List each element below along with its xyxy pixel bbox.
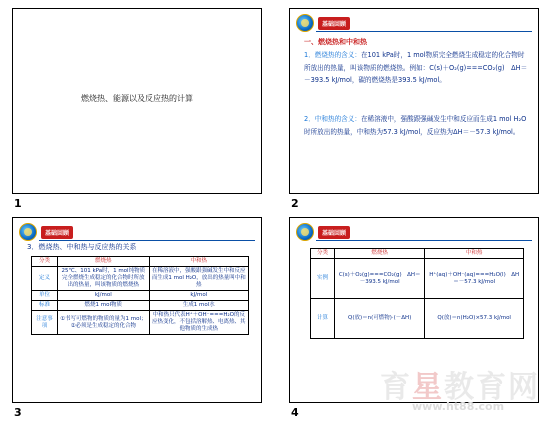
table-cell: 中和热只代表H⁺＋OH⁻===H₂O的反应热变化，不包括溶解热、电离热、其他物质的生成热 xyxy=(149,311,248,335)
globe-logo-icon xyxy=(19,223,37,241)
table-header-cell: 燃烧热 xyxy=(58,257,150,267)
table-cell: Q(放)＝n(H₂O)×57.3 kJ/mol xyxy=(425,299,524,339)
table-cell: H⁺(aq)＋OH⁻(aq)===H₂O(l) ΔH＝－57.3 kJ/mol xyxy=(425,259,524,299)
row-heading: 标准 xyxy=(32,301,58,311)
header-divider xyxy=(39,240,255,241)
table-row xyxy=(32,291,249,301)
header-label: 基础回顾 xyxy=(318,226,350,239)
slide-number-4: 4 xyxy=(291,406,299,419)
header-label: 基础回顾 xyxy=(318,17,350,30)
table-cell: kJ/mol xyxy=(149,291,248,301)
table-cell: 燃烧1 mol物质 xyxy=(58,301,150,311)
table-cell: kJ/mol xyxy=(58,291,150,301)
table-row xyxy=(311,299,524,339)
slide-number-2: 2 xyxy=(291,197,299,210)
table-row xyxy=(311,259,524,299)
slide-number-3: 3 xyxy=(14,406,22,419)
slide-3-thumbnail[interactable] xyxy=(12,217,262,403)
watermark-url: www.ht88.com xyxy=(412,400,505,413)
slide-2-subtitle: 一、燃烧热和中和热 xyxy=(304,38,367,46)
globe-logo-icon xyxy=(296,14,314,32)
table-cell: ①书写可燃物的物质的量为1 mol；②必须是生成稳定的化合物 xyxy=(58,311,150,335)
row-heading: 计算 xyxy=(311,299,335,339)
table-cell: C(s)＋O₂(g)===CO₂(g) ΔH＝－393.5 kJ/mol xyxy=(335,259,425,299)
paragraph-text: 在101 kPa时，1 mol物质完全燃烧生成稳定的化合物时所放出的热量，叫该物质的燃烧热。例如：C(s)＋O₂(g)===CO₂(g) ΔH＝－393.5 kJ/mol，碳的燃烧热是393.5 kJ/mol。 xyxy=(304,51,528,84)
table-header-row xyxy=(311,249,524,259)
slide-3-subtitle: 3．燃烧热、中和热与反应热的关系 xyxy=(27,243,137,251)
table-header-row xyxy=(32,257,249,267)
row-heading: 单位 xyxy=(32,291,58,301)
row-heading: 定义 xyxy=(32,267,58,291)
header-divider xyxy=(316,31,532,32)
table-row xyxy=(32,311,249,335)
slide-header xyxy=(296,222,350,242)
row-heading: 注意事项 xyxy=(32,311,58,335)
header-label: 基础回顾 xyxy=(41,226,73,239)
slide-number-1: 1 xyxy=(14,197,22,210)
table-header-cell: 燃烧热 xyxy=(335,249,425,259)
globe-logo-icon xyxy=(296,223,314,241)
neutralization-heat-paragraph xyxy=(304,113,528,138)
table-header-cell: 中和热 xyxy=(425,249,524,259)
table-header-cell: 分类 xyxy=(311,249,335,259)
table-row xyxy=(32,267,249,291)
slide-1-thumbnail[interactable] xyxy=(12,8,262,194)
slide-1-title: 燃烧热、能源以及反应热的计算 xyxy=(81,94,193,103)
slide-header xyxy=(296,13,350,33)
comparison-table-continued xyxy=(310,248,524,339)
slide-2-thumbnail[interactable] xyxy=(289,8,539,194)
row-heading: 实例 xyxy=(311,259,335,299)
header-divider xyxy=(316,240,532,241)
table-cell: 生成1 mol水 xyxy=(149,301,248,311)
paragraph-text: 在稀溶液中，强酸跟强碱发生中和反应而生成1 mol H₂O时所放出的热量，中和热为57.3 kJ/mol，反应热为ΔH＝－57.3 kJ/mol。 xyxy=(304,115,527,136)
table-cell: 在稀溶液中，强酸跟强碱发生中和反应而生成1 mol H₂O，放出的热量叫中和热 xyxy=(149,267,248,291)
watermark-logo: 育星教育网 xyxy=(380,370,540,405)
slide-header xyxy=(19,222,73,242)
comparison-table xyxy=(31,256,249,335)
paragraph-label: 1．燃烧热的含义： xyxy=(304,51,361,59)
table-cell: 25℃、101 kPa时，1 mol纯物质完全燃烧生成稳定的化合物时所放出的热量，叫该物质的燃烧热 xyxy=(58,267,150,291)
table-header-cell: 分类 xyxy=(32,257,58,267)
combustion-heat-paragraph xyxy=(304,49,528,87)
paragraph-label: 2．中和热的含义： xyxy=(304,115,361,123)
table-header-cell: 中和热 xyxy=(149,257,248,267)
table-cell: Q(放)＝n(可燃物)·(－ΔH) xyxy=(335,299,425,339)
table-row xyxy=(32,301,249,311)
